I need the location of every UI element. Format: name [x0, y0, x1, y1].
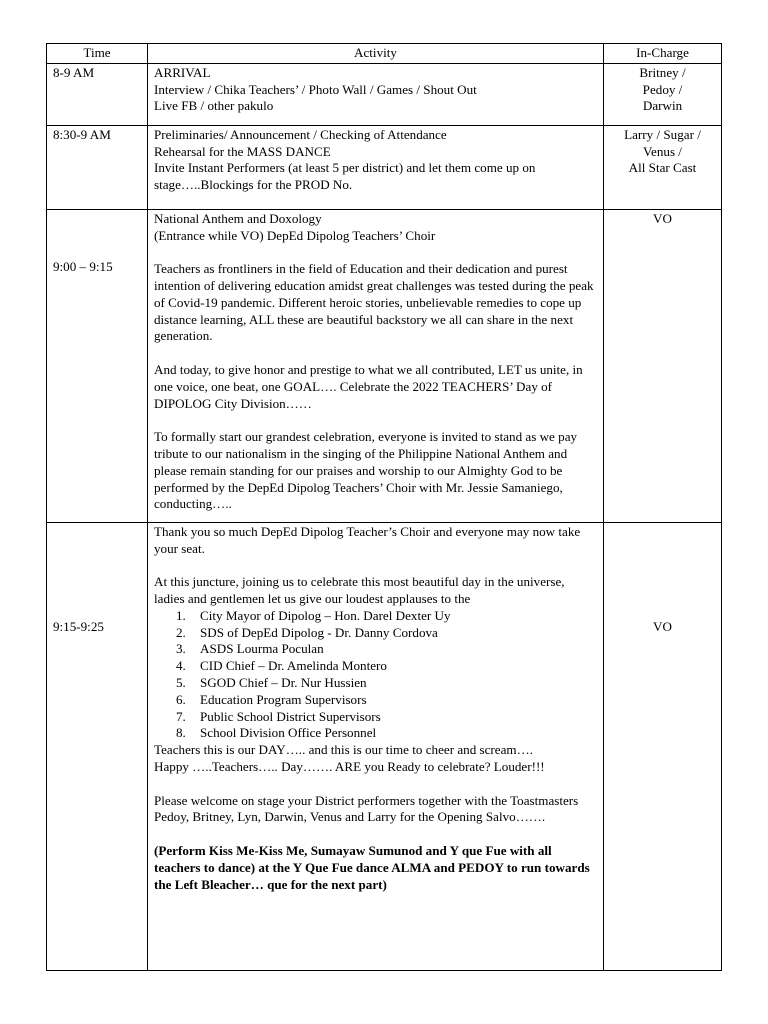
activity-line: Live FB / other pakulo — [154, 98, 274, 114]
narration-paragraph: Teachers as frontliners in the field of Education and their dedication and purest intention of delivering education amidst great challenges was tested during the peak of Covid-19 pandemic. Different heroic stories, unbelievable remedies to cope up distance learning, ALL these are beautiful backstory we all can share in the next generation. — [154, 261, 594, 344]
in-charge-name: Larry / Sugar / — [624, 126, 701, 142]
activity-line: ARRIVAL — [154, 64, 211, 80]
narration-paragraph: To formally start our grandest celebration, everyone is invited to stand as we pay tribute to our nationalism in the singing of the Philippine National Anthem and please remain standing for our praises and worship to our Almighty God to be performed by the DepEd Dipolog Teachers’ Choir with Mr. Jessie Samaniego, conducting….. — [154, 429, 578, 512]
header-activity: Activity — [148, 44, 604, 64]
in-charge-name: Britney / — [639, 64, 686, 80]
time-cell: 8:30-9 AM — [47, 125, 148, 209]
activity-cell — [148, 125, 604, 209]
narration-paragraph: At this juncture, joining us to celebrate this most beautiful day in the universe, ladies and gentlemen let us give our loudest applauses to the — [154, 574, 565, 606]
in-charge-cell: VO — [604, 522, 722, 970]
in-charge-cell — [604, 63, 722, 125]
time-cell: 8-9 AM — [47, 63, 148, 125]
narration-paragraph: Please welcome on stage your District performers together with the Toastmasters Pedoy, Britney, Lyn, Darwin, Venus and Larry for the Opening Salvo……. — [154, 792, 579, 825]
activity-cell — [148, 522, 604, 970]
activity-heading: National Anthem and Doxology — [154, 210, 322, 226]
time-cell: 9:00 – 9:15 — [47, 209, 148, 522]
table-row — [47, 209, 722, 522]
in-charge-name: Venus / — [643, 143, 682, 159]
time-cell: 9:15-9:25 — [47, 522, 148, 970]
activity-line: Interview / Chika Teachers’ / Photo Wall / Games / Shout Out — [154, 81, 477, 97]
list-item: 3. ASDS Lourma Poculan — [176, 641, 324, 657]
cheer-line: Happy …..Teachers….. Day……. ARE you Ready to celebrate? Louder!!! — [154, 758, 545, 774]
in-charge-cell — [604, 125, 722, 209]
list-item: 6. Education Program Supervisors — [176, 691, 367, 707]
activity-heading: (Entrance while VO) DepEd Dipolog Teachers’ Choir — [154, 227, 436, 243]
list-item: 7. Public School District Supervisors — [176, 708, 381, 724]
activity-cell — [148, 209, 604, 522]
header-time: Time — [47, 44, 148, 64]
narration-paragraph: Thank you so much DepEd Dipolog Teacher’s Choir and everyone may now take your seat. — [154, 523, 581, 556]
performance-note: (Perform Kiss Me-Kiss Me, Sumayaw Sumunod and Y que Fue with all teachers to dance) at the Y Que Fue dance ALMA and PEDOY to run towards the Left Bleacher… que for the next part) — [154, 842, 590, 892]
in-charge-name: All Star Cast — [628, 160, 697, 176]
cheer-line: Teachers this is our DAY….. and this is our time to cheer and scream…. — [154, 742, 533, 758]
activity-line: Preliminaries/ Announcement / Checking of Attendance — [154, 126, 447, 142]
activity-cell — [148, 63, 604, 125]
list-item: 2. SDS of DepEd Dipolog - Dr. Danny Cordova — [176, 624, 438, 640]
in-charge-cell: VO — [604, 209, 722, 522]
header-row — [47, 44, 722, 64]
header-in-charge: In-Charge — [604, 44, 722, 64]
guest-list — [154, 608, 597, 742]
list-item: 8. School Division Office Personnel — [176, 725, 377, 741]
activity-line: Rehearsal for the MASS DANCE — [154, 143, 331, 159]
narration-paragraph: And today, to give honor and prestige to what we all contributed, LET us unite, in one voice, one beat, one GOAL…. Celebrate the 2022 TEACHERS’ Day of DIPOLOG City Division…… — [154, 361, 583, 411]
list-item: 1. City Mayor of Dipolog – Hon. Darel Dexter Uy — [176, 607, 451, 623]
list-item: 4. CID Chief – Dr. Amelinda Montero — [176, 658, 387, 674]
program-table — [46, 43, 722, 971]
list-item: 5. SGOD Chief – Dr. Nur Hussien — [176, 674, 367, 690]
table-row — [47, 63, 722, 125]
table-row — [47, 522, 722, 970]
in-charge-name: Pedoy / — [642, 81, 683, 97]
table-row — [47, 125, 722, 209]
activity-line: Invite Instant Performers (at least 5 per district) and let them come up on stage…..Blockings for the PROD No. — [154, 160, 536, 193]
in-charge-name: Darwin — [642, 98, 683, 114]
